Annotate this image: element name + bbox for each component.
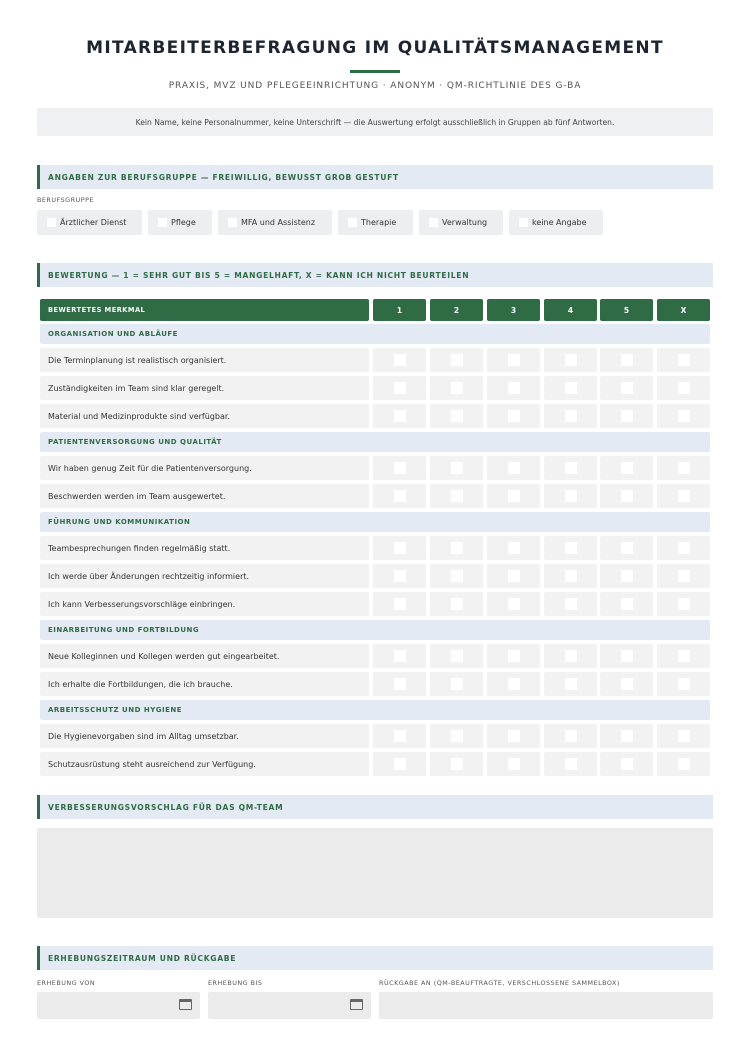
rating-checkbox[interactable] xyxy=(394,650,406,662)
rating-cell-5[interactable] xyxy=(600,456,653,480)
from-date-field[interactable] xyxy=(37,992,200,1019)
rating-checkbox[interactable] xyxy=(678,490,690,502)
rating-item-label: Die Hygienevorgaben sind im Alltag umsetzbar. xyxy=(40,724,369,748)
category-heading: EINARBEITUNG UND FORTBILDUNG xyxy=(40,620,710,640)
rating-checkbox[interactable] xyxy=(394,730,406,742)
rating-checkbox[interactable] xyxy=(678,570,690,582)
rating-checkbox[interactable] xyxy=(565,730,577,742)
rating-checkbox[interactable] xyxy=(451,758,463,770)
rating-cell-x[interactable] xyxy=(657,456,710,480)
rating-checkbox[interactable] xyxy=(394,490,406,502)
rating-checkbox[interactable] xyxy=(451,598,463,610)
rating-checkbox[interactable] xyxy=(394,354,406,366)
rating-item-label: Wir haben genug Zeit für die Patientenversorgung. xyxy=(40,456,369,480)
rating-checkbox[interactable] xyxy=(565,410,577,422)
rating-checkbox[interactable] xyxy=(678,598,690,610)
column-header-4: 4 xyxy=(544,299,597,321)
rating-cell-2[interactable] xyxy=(430,752,483,776)
rating-item-label: Ich werde über Änderungen rechtzeitig informiert. xyxy=(40,564,369,588)
return-field[interactable] xyxy=(379,992,713,1019)
rating-item-label: Neue Kolleginnen und Kollegen werden gut eingearbeitet. xyxy=(40,644,369,668)
rating-cell-4[interactable] xyxy=(544,644,597,668)
rating-checkbox[interactable] xyxy=(451,542,463,554)
rating-cell-5[interactable] xyxy=(600,564,653,588)
page-subtitle: PRAXIS, MVZ UND PFLEGEEINRICHTUNG · ANONYM · QM-RICHTLINIE DES G-BA xyxy=(168,81,582,91)
rating-checkbox[interactable] xyxy=(621,730,633,742)
rating-checkbox[interactable] xyxy=(565,570,577,582)
rating-cell-x[interactable] xyxy=(657,484,710,508)
rating-cell-1[interactable] xyxy=(373,672,426,696)
rating-cell-x[interactable] xyxy=(657,644,710,668)
rating-checkbox[interactable] xyxy=(508,354,520,366)
rating-cell-3[interactable] xyxy=(487,644,540,668)
rating-cell-x[interactable] xyxy=(657,376,710,400)
rating-checkbox[interactable] xyxy=(394,570,406,582)
rating-checkbox[interactable] xyxy=(451,462,463,474)
option-verwaltung[interactable] xyxy=(419,210,503,235)
rating-cell-3[interactable] xyxy=(487,592,540,616)
section-heading-erhebungszeitraum: ERHEBUNGSZEITRAUM UND RÜCKGABE xyxy=(37,946,713,970)
checkbox[interactable] xyxy=(519,218,528,227)
rating-cell-2[interactable] xyxy=(430,484,483,508)
berufsgruppe-label: BERUFSGRUPPE xyxy=(37,196,94,204)
option-mfa-und-assistenz[interactable] xyxy=(218,210,332,235)
rating-checkbox[interactable] xyxy=(678,650,690,662)
rating-checkbox[interactable] xyxy=(621,598,633,610)
rating-checkbox[interactable] xyxy=(678,758,690,770)
rating-item-label: Zuständigkeiten im Team sind klar geregelt. xyxy=(40,376,369,400)
to-date-label: ERHEBUNG BIS xyxy=(208,979,263,987)
rating-cell-2[interactable] xyxy=(430,592,483,616)
rating-checkbox[interactable] xyxy=(678,354,690,366)
option-therapie[interactable] xyxy=(338,210,413,235)
rating-cell-x[interactable] xyxy=(657,404,710,428)
rating-cell-4[interactable] xyxy=(544,376,597,400)
rating-cell-3[interactable] xyxy=(487,564,540,588)
category-heading: ARBEITSSCHUTZ UND HYGIENE xyxy=(40,700,710,720)
rating-item-label: Schutzausrüstung steht ausreichend zur Verfügung. xyxy=(40,752,369,776)
title-divider xyxy=(350,70,400,73)
rating-checkbox[interactable] xyxy=(394,542,406,554)
column-header-2: 2 xyxy=(430,299,483,321)
rating-item-label: Ich erhalte die Fortbildungen, die ich brauche. xyxy=(40,672,369,696)
rating-cell-1[interactable] xyxy=(373,404,426,428)
rating-cell-5[interactable] xyxy=(600,752,653,776)
rating-cell-5[interactable] xyxy=(600,348,653,372)
section-heading-bewertung: BEWERTUNG — 1 = SEHR GUT BIS 5 = MANGELHAFT, X = KANN ICH NICHT BEURTEILEN xyxy=(37,263,713,287)
rating-checkbox[interactable] xyxy=(451,650,463,662)
rating-item-label: Material und Medizinprodukte sind verfügbar. xyxy=(40,404,369,428)
rating-cell-4[interactable] xyxy=(544,484,597,508)
rating-cell-1[interactable] xyxy=(373,724,426,748)
rating-checkbox[interactable] xyxy=(451,570,463,582)
rating-checkbox[interactable] xyxy=(508,730,520,742)
rating-cell-1[interactable] xyxy=(373,348,426,372)
rating-checkbox[interactable] xyxy=(678,730,690,742)
rating-checkbox[interactable] xyxy=(621,462,633,474)
checkbox[interactable] xyxy=(228,218,237,227)
rating-cell-4[interactable] xyxy=(544,672,597,696)
rating-cell-x[interactable] xyxy=(657,536,710,560)
return-label: RÜCKGABE AN (QM-BEAUFTRAGTE, VERSCHLOSSENE SAMMELBOX) xyxy=(379,979,620,987)
rating-cell-3[interactable] xyxy=(487,376,540,400)
rating-cell-5[interactable] xyxy=(600,536,653,560)
rating-checkbox[interactable] xyxy=(508,462,520,474)
rating-checkbox[interactable] xyxy=(565,598,577,610)
rating-checkbox[interactable] xyxy=(565,462,577,474)
category-heading: PATIENTENVERSORGUNG UND QUALITÄT xyxy=(40,432,710,452)
option-label: Ärztlicher Dienst xyxy=(60,218,127,227)
rating-checkbox[interactable] xyxy=(451,678,463,690)
rating-cell-2[interactable] xyxy=(430,376,483,400)
rating-checkbox[interactable] xyxy=(678,410,690,422)
rating-item-label: Teambesprechungen finden regelmäßig statt. xyxy=(40,536,369,560)
rating-checkbox[interactable] xyxy=(508,598,520,610)
column-header-3: 3 xyxy=(487,299,540,321)
rating-cell-2[interactable] xyxy=(430,672,483,696)
from-date-label: ERHEBUNG VON xyxy=(37,979,96,987)
rating-checkbox[interactable] xyxy=(508,758,520,770)
rating-cell-3[interactable] xyxy=(487,404,540,428)
rating-checkbox[interactable] xyxy=(621,650,633,662)
rating-checkbox[interactable] xyxy=(621,758,633,770)
rating-item-label: Die Terminplanung ist realistisch organisiert. xyxy=(40,348,369,372)
rating-cell-2[interactable] xyxy=(430,348,483,372)
option-aerztlicher-dienst[interactable] xyxy=(37,210,142,235)
option-keine-angabe[interactable] xyxy=(509,210,603,235)
rating-cell-x[interactable] xyxy=(657,564,710,588)
rating-checkbox[interactable] xyxy=(678,462,690,474)
rating-checkbox[interactable] xyxy=(621,410,633,422)
rating-cell-4[interactable] xyxy=(544,724,597,748)
column-header-5: 5 xyxy=(600,299,653,321)
rating-checkbox[interactable] xyxy=(565,542,577,554)
rating-cell-3[interactable] xyxy=(487,752,540,776)
rating-cell-5[interactable] xyxy=(600,484,653,508)
rating-checkbox[interactable] xyxy=(621,570,633,582)
rating-item-label: Beschwerden werden im Team ausgewertet. xyxy=(40,484,369,508)
checkbox[interactable] xyxy=(47,218,56,227)
rating-cell-3[interactable] xyxy=(487,536,540,560)
rating-checkbox[interactable] xyxy=(394,410,406,422)
rating-checkbox[interactable] xyxy=(565,678,577,690)
rating-cell-1[interactable] xyxy=(373,484,426,508)
rating-checkbox[interactable] xyxy=(565,490,577,502)
rating-cell-x[interactable] xyxy=(657,592,710,616)
rating-checkbox[interactable] xyxy=(508,570,520,582)
rating-cell-4[interactable] xyxy=(544,536,597,560)
rating-cell-5[interactable] xyxy=(600,592,653,616)
rating-checkbox[interactable] xyxy=(508,410,520,422)
rating-checkbox[interactable] xyxy=(451,354,463,366)
checkbox[interactable] xyxy=(348,218,357,227)
rating-cell-5[interactable] xyxy=(600,404,653,428)
rating-checkbox[interactable] xyxy=(451,490,463,502)
rating-item-label: Ich kann Verbesserungsvorschläge einbringen. xyxy=(40,592,369,616)
rating-cell-1[interactable] xyxy=(373,644,426,668)
rating-checkbox[interactable] xyxy=(621,678,633,690)
column-header-x: X xyxy=(657,299,710,321)
section-heading-verbesserung: VERBESSERUNGSVORSCHLAG FÜR DAS QM-TEAM xyxy=(37,795,713,819)
rating-cell-4[interactable] xyxy=(544,404,597,428)
page-title: MITARBEITERBEFRAGUNG IM QUALITÄTSMANAGEMENT xyxy=(86,38,664,58)
rating-cell-2[interactable] xyxy=(430,456,483,480)
rating-cell-1[interactable] xyxy=(373,536,426,560)
rating-cell-5[interactable] xyxy=(600,376,653,400)
rating-checkbox[interactable] xyxy=(394,598,406,610)
rating-checkbox[interactable] xyxy=(451,730,463,742)
rating-checkbox[interactable] xyxy=(678,678,690,690)
rating-checkbox[interactable] xyxy=(678,542,690,554)
option-label: MFA und Assistenz xyxy=(241,218,316,227)
calendar-icon[interactable] xyxy=(350,999,363,1010)
rating-checkbox[interactable] xyxy=(678,382,690,394)
rating-checkbox[interactable] xyxy=(394,462,406,474)
rating-checkbox[interactable] xyxy=(621,490,633,502)
calendar-icon[interactable] xyxy=(179,999,192,1010)
rating-checkbox[interactable] xyxy=(565,758,577,770)
rating-cell-4[interactable] xyxy=(544,348,597,372)
column-header-merkmal: BEWERTETES MERKMAL xyxy=(40,299,369,321)
rating-cell-4[interactable] xyxy=(544,592,597,616)
suggestion-textarea[interactable] xyxy=(37,828,713,918)
rating-checkbox[interactable] xyxy=(508,650,520,662)
rating-cell-3[interactable] xyxy=(487,484,540,508)
rating-cell-1[interactable] xyxy=(373,564,426,588)
to-date-field[interactable] xyxy=(208,992,371,1019)
anonymity-notice: Kein Name, keine Personalnummer, keine Unterschrift — die Auswertung erfolgt ausschließlich in Gruppen ab fünf Antworten. xyxy=(37,108,713,136)
option-pflege[interactable] xyxy=(148,210,212,235)
rating-cell-x[interactable] xyxy=(657,672,710,696)
rating-checkbox[interactable] xyxy=(621,382,633,394)
rating-cell-2[interactable] xyxy=(430,564,483,588)
rating-checkbox[interactable] xyxy=(451,410,463,422)
option-label: keine Angabe xyxy=(532,218,587,227)
rating-cell-2[interactable] xyxy=(430,536,483,560)
rating-cell-x[interactable] xyxy=(657,348,710,372)
category-heading: FÜHRUNG UND KOMMUNIKATION xyxy=(40,512,710,532)
rating-cell-2[interactable] xyxy=(430,724,483,748)
column-header-1: 1 xyxy=(373,299,426,321)
rating-checkbox[interactable] xyxy=(508,490,520,502)
checkbox[interactable] xyxy=(158,218,167,227)
checkbox[interactable] xyxy=(429,218,438,227)
rating-checkbox[interactable] xyxy=(394,382,406,394)
rating-cell-1[interactable] xyxy=(373,752,426,776)
rating-checkbox[interactable] xyxy=(565,650,577,662)
rating-cell-5[interactable] xyxy=(600,672,653,696)
rating-cell-5[interactable] xyxy=(600,724,653,748)
section-heading-berufsgruppe: ANGABEN ZUR BERUFSGRUPPE — FREIWILLIG, BEWUSST GROB GESTUFT xyxy=(37,165,713,189)
option-label: Therapie xyxy=(361,218,397,227)
category-heading: ORGANISATION UND ABLÄUFE xyxy=(40,324,710,344)
rating-checkbox[interactable] xyxy=(621,542,633,554)
rating-cell-4[interactable] xyxy=(544,752,597,776)
option-label: Verwaltung xyxy=(442,218,488,227)
rating-cell-3[interactable] xyxy=(487,672,540,696)
rating-cell-3[interactable] xyxy=(487,456,540,480)
rating-checkbox[interactable] xyxy=(565,382,577,394)
rating-checkbox[interactable] xyxy=(508,382,520,394)
rating-cell-3[interactable] xyxy=(487,348,540,372)
rating-checkbox[interactable] xyxy=(451,382,463,394)
rating-cell-4[interactable] xyxy=(544,456,597,480)
rating-cell-x[interactable] xyxy=(657,752,710,776)
rating-cell-1[interactable] xyxy=(373,376,426,400)
rating-cell-1[interactable] xyxy=(373,456,426,480)
rating-cell-2[interactable] xyxy=(430,404,483,428)
rating-checkbox[interactable] xyxy=(394,678,406,690)
rating-checkbox[interactable] xyxy=(508,678,520,690)
rating-cell-2[interactable] xyxy=(430,644,483,668)
rating-checkbox[interactable] xyxy=(565,354,577,366)
rating-cell-3[interactable] xyxy=(487,724,540,748)
rating-cell-5[interactable] xyxy=(600,644,653,668)
rating-cell-1[interactable] xyxy=(373,592,426,616)
rating-cell-4[interactable] xyxy=(544,564,597,588)
rating-cell-x[interactable] xyxy=(657,724,710,748)
rating-checkbox[interactable] xyxy=(394,758,406,770)
rating-checkbox[interactable] xyxy=(508,542,520,554)
option-label: Pflege xyxy=(171,218,196,227)
rating-checkbox[interactable] xyxy=(621,354,633,366)
